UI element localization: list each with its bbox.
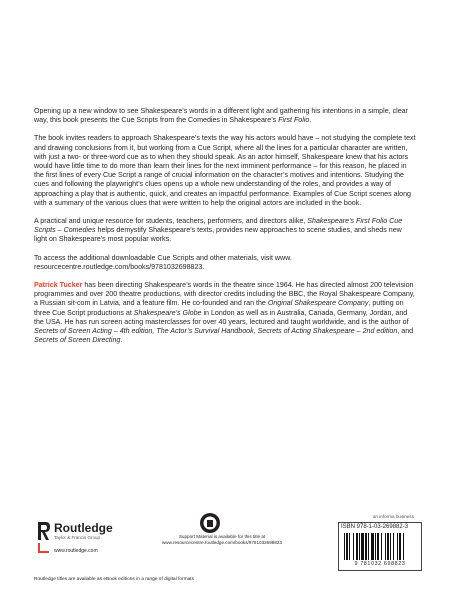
publisher-name: Routledge — [54, 521, 113, 535]
bio-italic: Secrets of Screen Acting – 4th edition, The Actor’s Survival Handbook, Secrets of Acting Shakespeare – 2nd edition — [34, 327, 398, 336]
support-url[interactable]: www.resourcecentre.routledge.com/books/9781032698823 — [161, 540, 283, 545]
routledge-logo-icon — [36, 520, 51, 554]
blurb-paragraph-resource — [34, 217, 416, 245]
bio-text: in London as well as in Australia, Canada, Germany, Jordan, and the USA. He has run screen acting masterclasses for over 40 years, lectured and taught worldwide, and is the author of — [34, 308, 409, 326]
bio-italic: Shakespeare’s Globe — [133, 308, 202, 317]
back-cover-blurb — [34, 107, 416, 354]
blurb-paragraph-approach: The book invites readers to approach Shakespeare’s texts the way his actors would have – not studying the complete text and drawing conclusions from it, but working from a Cue Script, where all the lines for a particular character are written, with just a two- or three-word cue as to when they should speak. As an actor himself, Shakespeare knew that his actors would have little time to do more than learn their lines for the next imminent performance – for this reason, he placed in the first lines of every Cue Script a range of crucial information on the character’s motives and intentions. Studying the cues and following the playwright’s clues opens up a whole new understanding of the roles, and provides a way of approaching a play that is authentic, quick, and creates an impactful performance. Examples of Cue Script scenes along with a summary of the various clues that were written to help the original actors are included in the book. — [34, 134, 416, 207]
ebook-footnote: Routledge titles are available as eBook editions in a range of digital formats — [34, 577, 194, 582]
barcode-digits: 9 781032 698823 — [354, 561, 406, 567]
blurb-text: helps demystify Shakespeare’s texts, provides new approaches to scene studies, and sheds new light on Shakespeare’s most popular works. — [34, 226, 402, 244]
bio-text: , putting on three Cue Script productions at — [34, 299, 404, 317]
blurb-paragraph-access: To access the additional downloadable Cue Scripts and other materials, visit www. resourcecentre.routledge.com/books/9781032698823. — [34, 253, 292, 271]
informa-tagline: an informa business — [372, 514, 414, 519]
blurb-text: A practical and unique resource for students, teachers, performers, and directors alike, — [34, 217, 306, 226]
publisher-subtitle: Taylor & Francis Group — [54, 535, 101, 540]
publisher-logo — [36, 520, 136, 560]
bio-italic: Original Shakespeare Company — [267, 299, 369, 308]
bio-italic: Secrets of Screen Directing — [34, 336, 121, 345]
blurb-text: Opening up a new window to see Shakespeare’s words in a different light and gathering his intentions in a simple, clear way, this book presents the Cue Scripts from the Comedies in Shakespeare’s — [34, 107, 408, 125]
author-bio: Patrick Tucker has been directing Shakespeare’s words in the theatre since 1964. He has directed almost 200 television programmes and over 200 theatre productions, with director credits including the BBC, the Royal Shakespeare Company, a Russian sit-com in Latvia, and a feature film. He co-founded and ran the Original Shakespeare Company, putting on three Cue Script productions at Shakespeare’s Globe in London as well as in Australia, Canada, Germany, Jordan, and the USA. He has run screen acting masterclasses for over 40 years, lectured and taught worldwide, and is the author of Secrets of Screen Acting – 4th edition, The Actor’s Survival Handbook, Secrets of Acting Shakespeare – 2nd edition, and Secrets of Screen Directing. — [34, 281, 415, 345]
support-line: Support Material is available for this title at — [178, 534, 266, 539]
book-title-italic: First Folio — [278, 116, 310, 125]
bio-text: , and — [397, 327, 414, 336]
isbn-label: ISBN 978-1-03-269882-3 — [341, 524, 409, 530]
support-material-badge-icon — [198, 512, 222, 534]
support-material-text — [152, 534, 292, 546]
blurb-paragraph-intro: Opening up a new window to see Shakespeare’s words in a different light and gathering his intentions in a simple, clear way, this book presents the Cue Scripts from the Comedies in Shakespeare’s First Folio. — [34, 107, 408, 125]
barcode-icon — [344, 533, 416, 560]
publisher-website[interactable]: www.routledge.com — [54, 548, 98, 554]
book-title-italic: Shakespeare’s First Folio Cue Scripts – Comedies — [34, 217, 403, 235]
bio-text: has been directing Shakespeare’s words in the theatre since 1964. He has directed almost 200 television programmes and over 200 theatre productions, with director credits including the BBC, the Royal Shakespeare Company, a Russian sit-com in Latvia, and a feature film. He co-founded and ran the — [34, 281, 415, 308]
author-name: Patrick Tucker — [34, 281, 83, 290]
